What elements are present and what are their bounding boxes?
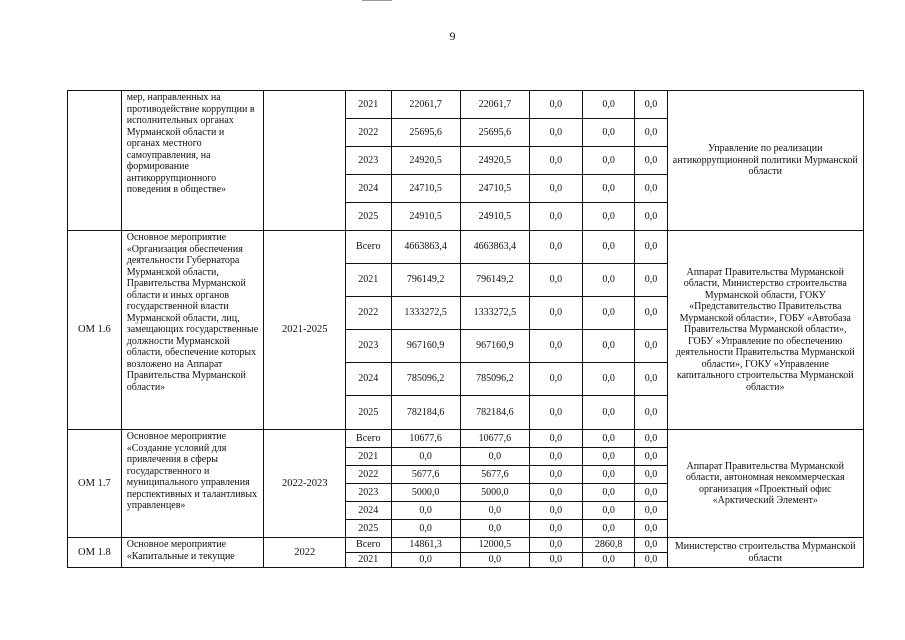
regional-budget-cell: 967160,9	[460, 330, 529, 363]
regional-budget-cell: 0,0	[460, 448, 529, 466]
measure-executor: Управление по реализации антикоррупционной политики Мурманской области	[667, 91, 863, 231]
federal-budget-cell: 0,0	[530, 119, 583, 147]
regional-budget-cell: 25695,6	[460, 119, 529, 147]
regional-budget-cell: 24710,5	[460, 175, 529, 203]
total-cell: 4663863,4	[391, 231, 460, 264]
year-cell: 2024	[346, 175, 391, 203]
local-budget-cell: 0,0	[582, 448, 635, 466]
regional-budget-cell: 782184,6	[460, 396, 529, 430]
scan-mark	[362, 0, 392, 1]
local-budget-cell: 0,0	[582, 175, 635, 203]
total-cell: 0,0	[391, 553, 460, 568]
regional-budget-cell: 0,0	[460, 553, 529, 568]
other-sources-cell: 0,0	[635, 91, 667, 119]
total-cell: 1333272,5	[391, 297, 460, 330]
federal-budget-cell: 0,0	[530, 448, 583, 466]
federal-budget-cell: 0,0	[530, 203, 583, 231]
regional-budget-cell: 796149,2	[460, 264, 529, 297]
other-sources-cell: 0,0	[635, 175, 667, 203]
table-row	[68, 538, 864, 553]
federal-budget-cell: 0,0	[530, 396, 583, 430]
local-budget-cell: 0,0	[582, 119, 635, 147]
measure-code: ОМ 1.6	[68, 231, 122, 430]
other-sources-cell: 0,0	[635, 502, 667, 520]
year-cell: 2025	[346, 203, 391, 231]
other-sources-cell: 0,0	[635, 430, 667, 448]
budget-table	[67, 90, 864, 568]
table-row	[68, 231, 864, 264]
other-sources-cell: 0,0	[635, 297, 667, 330]
total-cell: 782184,6	[391, 396, 460, 430]
year-cell: 2025	[346, 520, 391, 538]
year-cell: Всего	[346, 538, 391, 553]
year-cell: 2024	[346, 502, 391, 520]
local-budget-cell: 0,0	[582, 91, 635, 119]
measure-description: Основное мероприятие «Организация обеспечения деятельности Губернатора Мурманской области, Правительства Мурманской области и иных органов государственной власти Мурманской области, лиц, замещающих государственные должности Мурманской области, обеспечение которых возложено на Аппарат Правительства Мурманской области»	[121, 231, 264, 430]
local-budget-cell: 0,0	[582, 363, 635, 396]
year-cell: 2021	[346, 91, 391, 119]
local-budget-cell: 0,0	[582, 203, 635, 231]
local-budget-cell: 0,0	[582, 231, 635, 264]
other-sources-cell: 0,0	[635, 147, 667, 175]
federal-budget-cell: 0,0	[530, 330, 583, 363]
total-cell: 0,0	[391, 448, 460, 466]
year-cell: 2023	[346, 330, 391, 363]
local-budget-cell: 0,0	[582, 396, 635, 430]
total-cell: 14861,3	[391, 538, 460, 553]
other-sources-cell: 0,0	[635, 363, 667, 396]
federal-budget-cell: 0,0	[530, 520, 583, 538]
measure-period: 2022-2023	[264, 430, 346, 538]
measure-code	[68, 91, 122, 231]
measure-description: мер, направленных на противодействие коррупции в исполнительных органах Мурманской области и органах местного самоуправления, на формирование антикоррупционного поведения в обществе»	[121, 91, 264, 231]
regional-budget-cell: 24910,5	[460, 203, 529, 231]
other-sources-cell: 0,0	[635, 520, 667, 538]
other-sources-cell: 0,0	[635, 203, 667, 231]
local-budget-cell: 0,0	[582, 297, 635, 330]
federal-budget-cell: 0,0	[530, 466, 583, 484]
year-cell: 2023	[346, 147, 391, 175]
year-cell: 2023	[346, 484, 391, 502]
year-cell: 2021	[346, 448, 391, 466]
measure-code: ОМ 1.7	[68, 430, 122, 538]
total-cell: 24920,5	[391, 147, 460, 175]
local-budget-cell: 0,0	[582, 430, 635, 448]
year-cell: Всего	[346, 430, 391, 448]
table-row	[68, 430, 864, 448]
other-sources-cell: 0,0	[635, 448, 667, 466]
total-cell: 24710,5	[391, 175, 460, 203]
measure-executor: Министерство строительства Мурманской области	[667, 538, 863, 568]
federal-budget-cell: 0,0	[530, 231, 583, 264]
regional-budget-cell: 22061,7	[460, 91, 529, 119]
other-sources-cell: 0,0	[635, 466, 667, 484]
other-sources-cell: 0,0	[635, 330, 667, 363]
total-cell: 25695,6	[391, 119, 460, 147]
total-cell: 967160,9	[391, 330, 460, 363]
total-cell: 5000,0	[391, 484, 460, 502]
local-budget-cell: 0,0	[582, 147, 635, 175]
local-budget-cell: 0,0	[582, 330, 635, 363]
measure-period: 2022	[264, 538, 346, 568]
total-cell: 24910,5	[391, 203, 460, 231]
regional-budget-cell: 5677,6	[460, 466, 529, 484]
regional-budget-cell: 24920,5	[460, 147, 529, 175]
federal-budget-cell: 0,0	[530, 147, 583, 175]
year-cell: 2021	[346, 264, 391, 297]
federal-budget-cell: 0,0	[530, 553, 583, 568]
regional-budget-cell: 12000,5	[460, 538, 529, 553]
other-sources-cell: 0,0	[635, 231, 667, 264]
local-budget-cell: 0,0	[582, 466, 635, 484]
local-budget-cell: 0,0	[582, 553, 635, 568]
year-cell: 2025	[346, 396, 391, 430]
federal-budget-cell: 0,0	[530, 297, 583, 330]
federal-budget-cell: 0,0	[530, 538, 583, 553]
table-row	[68, 91, 864, 119]
federal-budget-cell: 0,0	[530, 363, 583, 396]
regional-budget-cell: 10677,6	[460, 430, 529, 448]
measure-description: Основное мероприятие «Капитальные и текущие	[121, 538, 264, 568]
measure-period: 2021-2025	[264, 231, 346, 430]
local-budget-cell: 0,0	[582, 520, 635, 538]
measure-executor: Аппарат Правительства Мурманской области, Министерство строительства Мурманской области, ГОКУ «Представительство Правительства Мурманской области», ГОБУ «Автобаза Правительства Мурманской области», ГОБУ «Управление по обеспечению деятельности Правительства Мурманской области», ГОКУ «Управление капитального строительства Мурманской области»	[667, 231, 863, 430]
federal-budget-cell: 0,0	[530, 91, 583, 119]
total-cell: 22061,7	[391, 91, 460, 119]
total-cell: 796149,2	[391, 264, 460, 297]
federal-budget-cell: 0,0	[530, 502, 583, 520]
federal-budget-cell: 0,0	[530, 484, 583, 502]
total-cell: 0,0	[391, 502, 460, 520]
regional-budget-cell: 5000,0	[460, 484, 529, 502]
local-budget-cell: 0,0	[582, 264, 635, 297]
other-sources-cell: 0,0	[635, 396, 667, 430]
federal-budget-cell: 0,0	[530, 175, 583, 203]
year-cell: Всего	[346, 231, 391, 264]
year-cell: 2022	[346, 297, 391, 330]
federal-budget-cell: 0,0	[530, 430, 583, 448]
regional-budget-cell: 4663863,4	[460, 231, 529, 264]
year-cell: 2022	[346, 119, 391, 147]
page-number: 9	[449, 29, 456, 43]
federal-budget-cell: 0,0	[530, 264, 583, 297]
year-cell: 2024	[346, 363, 391, 396]
other-sources-cell: 0,0	[635, 119, 667, 147]
measure-period	[264, 91, 346, 231]
total-cell: 0,0	[391, 520, 460, 538]
local-budget-cell: 0,0	[582, 484, 635, 502]
measure-code: ОМ 1.8	[68, 538, 122, 568]
measure-executor: Аппарат Правительства Мурманской области, автономная некоммерческая организация «Проектный офис «Арктический Элемент»	[667, 430, 863, 538]
total-cell: 5677,6	[391, 466, 460, 484]
local-budget-cell: 2860,8	[582, 538, 635, 553]
measure-description: Основное мероприятие «Создание условий для привлечения в сферы государственного и муниципального управления перспективных и талантливых управленцев»	[121, 430, 264, 538]
regional-budget-cell: 1333272,5	[460, 297, 529, 330]
regional-budget-cell: 785096,2	[460, 363, 529, 396]
year-cell: 2022	[346, 466, 391, 484]
other-sources-cell: 0,0	[635, 264, 667, 297]
total-cell: 10677,6	[391, 430, 460, 448]
regional-budget-cell: 0,0	[460, 520, 529, 538]
regional-budget-cell: 0,0	[460, 502, 529, 520]
other-sources-cell: 0,0	[635, 484, 667, 502]
year-cell: 2021	[346, 553, 391, 568]
other-sources-cell: 0,0	[635, 553, 667, 568]
total-cell: 785096,2	[391, 363, 460, 396]
other-sources-cell: 0,0	[635, 538, 667, 553]
local-budget-cell: 0,0	[582, 502, 635, 520]
